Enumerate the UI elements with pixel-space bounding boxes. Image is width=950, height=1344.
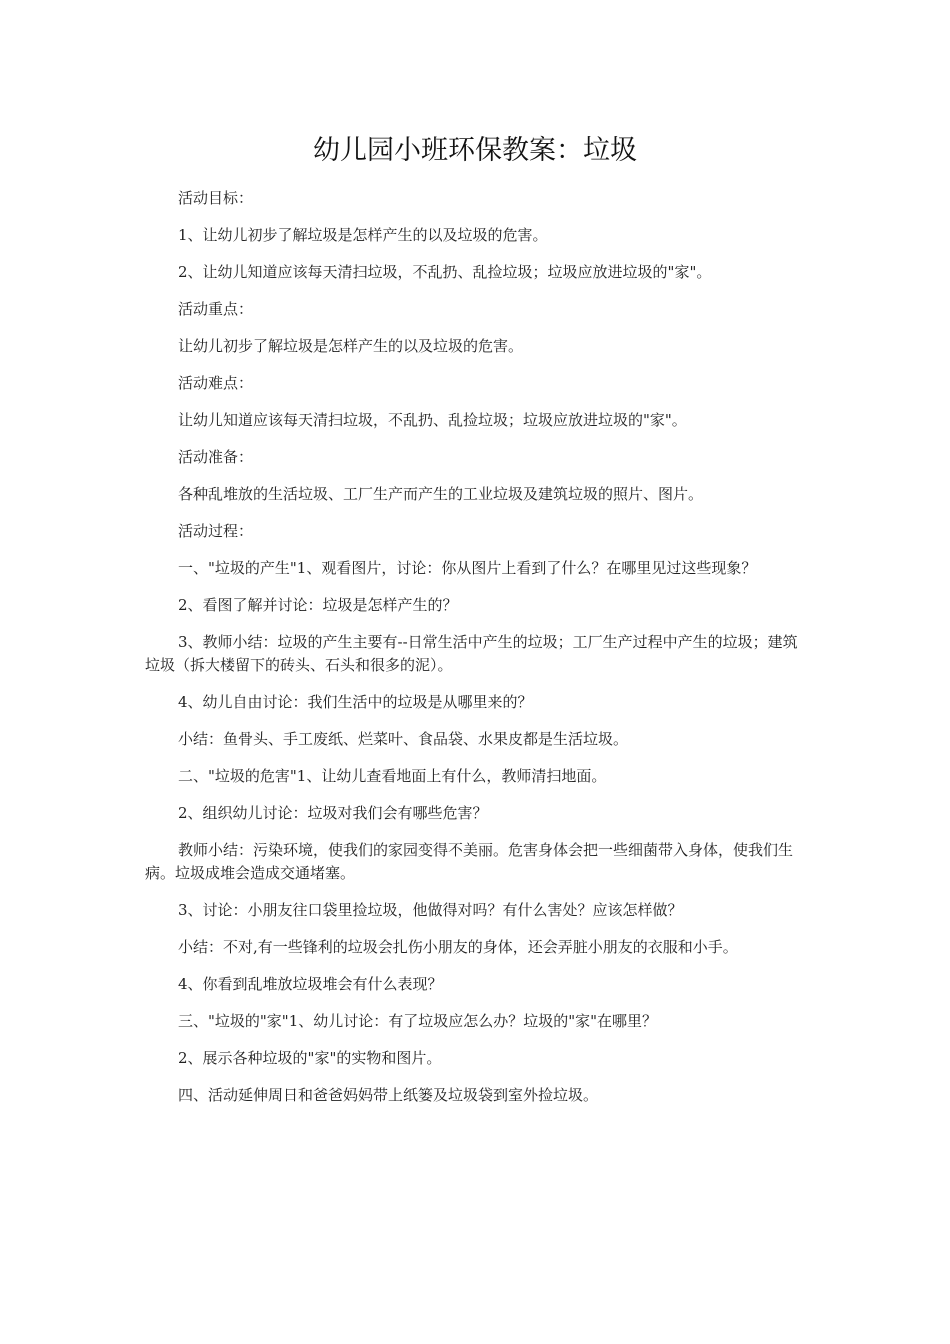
paragraph: 3、教师小结：垃圾的产生主要有--日常生活中产生的垃圾；工厂生产过程中产生的垃圾；建筑垃圾（拆大楼留下的砖头、石头和很多的泥）。: [145, 633, 798, 674]
paragraph: 活动过程：: [178, 522, 254, 540]
paragraph: 小结：鱼骨头、手工废纸、烂菜叶、食品袋、水果皮都是生活垃圾。: [178, 730, 629, 748]
paragraph: 四、活动延伸周日和爸爸妈妈带上纸篓及垃圾袋到室外捡垃圾。: [178, 1086, 599, 1104]
paragraph: 三、"垃圾的"家"1、幼儿讨论：有了垃圾应怎么办？垃圾的"家"在哪里？: [178, 1012, 658, 1030]
paragraph: 各种乱堆放的生活垃圾、工厂生产而产生的工业垃圾及建筑垃圾的照片、图片。: [178, 485, 704, 503]
paragraph: 活动准备：: [178, 448, 254, 466]
paragraph: 活动目标：: [178, 189, 254, 207]
paragraph: 2、看图了解并讨论：垃圾是怎样产生的？: [178, 596, 458, 614]
paragraph: 2、组织幼儿讨论：垃圾对我们会有哪些危害？: [178, 804, 488, 822]
paragraph: 2、展示各种垃圾的"家"的实物和图片。: [178, 1049, 442, 1067]
paragraph: 小结：不对,有一些锋利的垃圾会扎伤小朋友的身体，还会弄脏小朋友的衣服和小手。: [178, 938, 738, 956]
paragraph: 3、讨论：小朋友往口袋里捡垃圾，他做得对吗？有什么害处？应该怎样做？: [178, 901, 683, 919]
paragraph: 4、幼儿自由讨论：我们生活中的垃圾是从哪里来的？: [178, 693, 533, 711]
paragraph: 4、你看到乱堆放垃圾堆会有什么表现？: [178, 975, 443, 993]
paragraph: 活动重点：: [178, 300, 254, 318]
paragraph: 一、"垃圾的产生"1、观看图片，讨论：你从图片上看到了什么？在哪里见过这些现象？: [178, 559, 757, 577]
paragraph: 2、让幼儿知道应该每天清扫垃圾，不乱扔、乱捡垃圾；垃圾应放进垃圾的"家"。: [178, 263, 712, 281]
document-title: 幼儿园小班环保教案：垃圾: [313, 135, 637, 166]
paragraph: 让幼儿初步了解垃圾是怎样产生的以及垃圾的危害。: [178, 337, 524, 355]
paragraph: 二、"垃圾的危害"1、让幼儿查看地面上有什么，教师清扫地面。: [178, 767, 607, 785]
paragraph: 让幼儿知道应该每天清扫垃圾，不乱扔、乱捡垃圾；垃圾应放进垃圾的"家"。: [178, 411, 687, 429]
paragraph: 1、让幼儿初步了解垃圾是怎样产生的以及垃圾的危害。: [178, 226, 548, 244]
document-body: [145, 187, 810, 1121]
paragraph: 教师小结：污染环境，使我们的家园变得不美丽。危害身体会把一些细菌带入身体，使我们生病。垃圾成堆会造成交通堵塞。: [145, 841, 794, 882]
paragraph: 活动难点：: [178, 374, 254, 392]
